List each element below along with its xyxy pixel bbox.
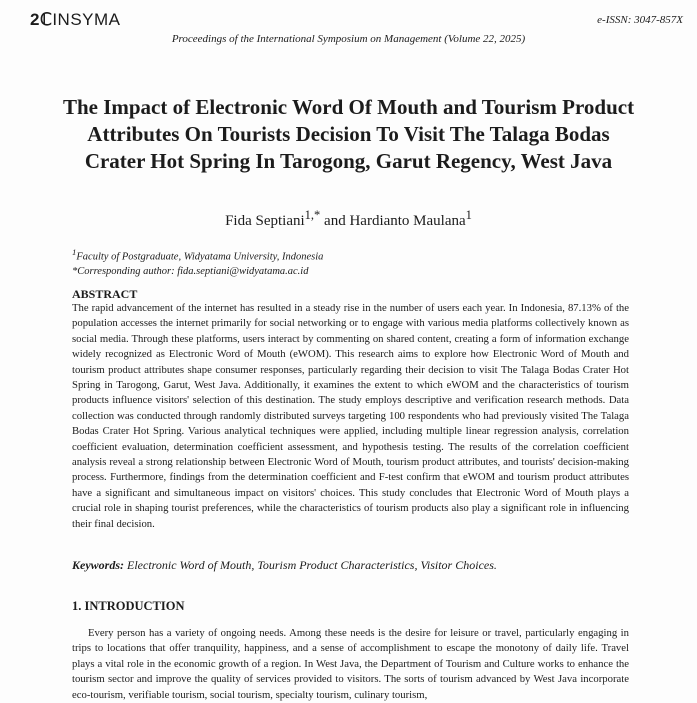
insyma-logo [30,10,121,30]
introduction-heading: 1. INTRODUCTION [72,599,185,613]
keywords-text: Electronic Word of Mouth, Tourism Product Characteristics, Visitor Choices. [124,558,497,572]
keywords-label: Keywords: [72,558,124,572]
abstract-heading: ABSTRACT [72,287,138,301]
keywords-line [72,558,629,573]
logo-text: INSYMA [52,10,121,29]
corresponding-author: *Corresponding author: fida.septiani@widyatama.ac.id [72,265,309,277]
affiliation-block [72,245,323,279]
proceedings-header: Proceedings of the International Symposium on Management (Volume 22, 2025) [171,33,526,45]
author-line [0,208,697,230]
issn-label: e-ISSN: 3047-857X [597,14,683,26]
author-1: Fida Septiani [225,213,305,229]
introduction-text: Every person has a variety of ongoing needs. Among these needs is the desire for leisure or travel, particularly engaging in trips to locations that offer tranquility, happiness, and a sense of accomplishment to escape the monotony of daily life. Travel plays a vital role in the economic growth of a region. In West Java, the Department of Tourism and Culture works to enhance the tourism sector and improve the quality of services provided to visitors. The sorts of tourism advanced by West Java incorporate eco-tourism, verifiable tourism, social tourism, specialty tourism, culinary tourism, [72,627,629,701]
affiliation [72,245,323,265]
paper-title: The Impact of Electronic Word Of Mouth and Tourism Product Attributes On Tourists Decision To Visit The Talaga Bodas Crater Hot Spring In Tarogong, Garut Regency, West Java [62,95,635,173]
author-1-sup: 1,* [304,208,321,222]
abstract-text: The rapid advancement of the internet has resulted in a steady rise in the number of users each year. In Indonesia, 87.13% of the population accesses the internet primarily for social networking or to engage with various media platforms collectively known as social media. Through these platforms, users interact by commenting on shared content, creating a form of information exchange widely recognized as Electronic Word of Mouth (eWOM). This research aims to explore how Electronic Word of Mouth and tourism product attributes shape consumer responses, particularly regarding their decision to visit The Talaga Bodas Crater Hot Spring in Tarogong, Garut, West Java. Additionally, it examines the extent to which eWOM and the characteristics of tourism products influence visitors' selection of this destination. The study employs descriptive and verification research methods. Data collection was conducted through randomly distributed surveys targeting 100 respondents who had previously visited The Talaga Bodas Crater Hot Spring. Various analytical techniques were applied, including multiple linear regression analysis, correlation coefficient evaluation, determination coefficient assessment, and hypothesis testing. The results of the correlation coefficient analysis reveal a strong relationship between Electronic Word of Mouth, tourism product attributes, and tourists' decision-making process. Furthermore, findings from the determination coefficient and F-test confirm that eWOM and tourism product attributes have a significant and simultaneous impact on visitors' choices. This study concludes that Electronic Word of Mouth plays a crucial role in shaping tourist preferences, while the characteristics of tourism products also play a significant role in influencing their final decision. [72,302,629,530]
author-separator: and [320,213,350,229]
affiliation-sup: 1 [72,247,77,257]
author-2: Hardianto Maulana [349,213,466,229]
author-2-sup: 1 [465,208,472,222]
affiliation-text: Faculty of Postgraduate, Widyatama University, Indonesia [76,251,324,263]
logo-mark: 2ℂ [30,10,53,29]
